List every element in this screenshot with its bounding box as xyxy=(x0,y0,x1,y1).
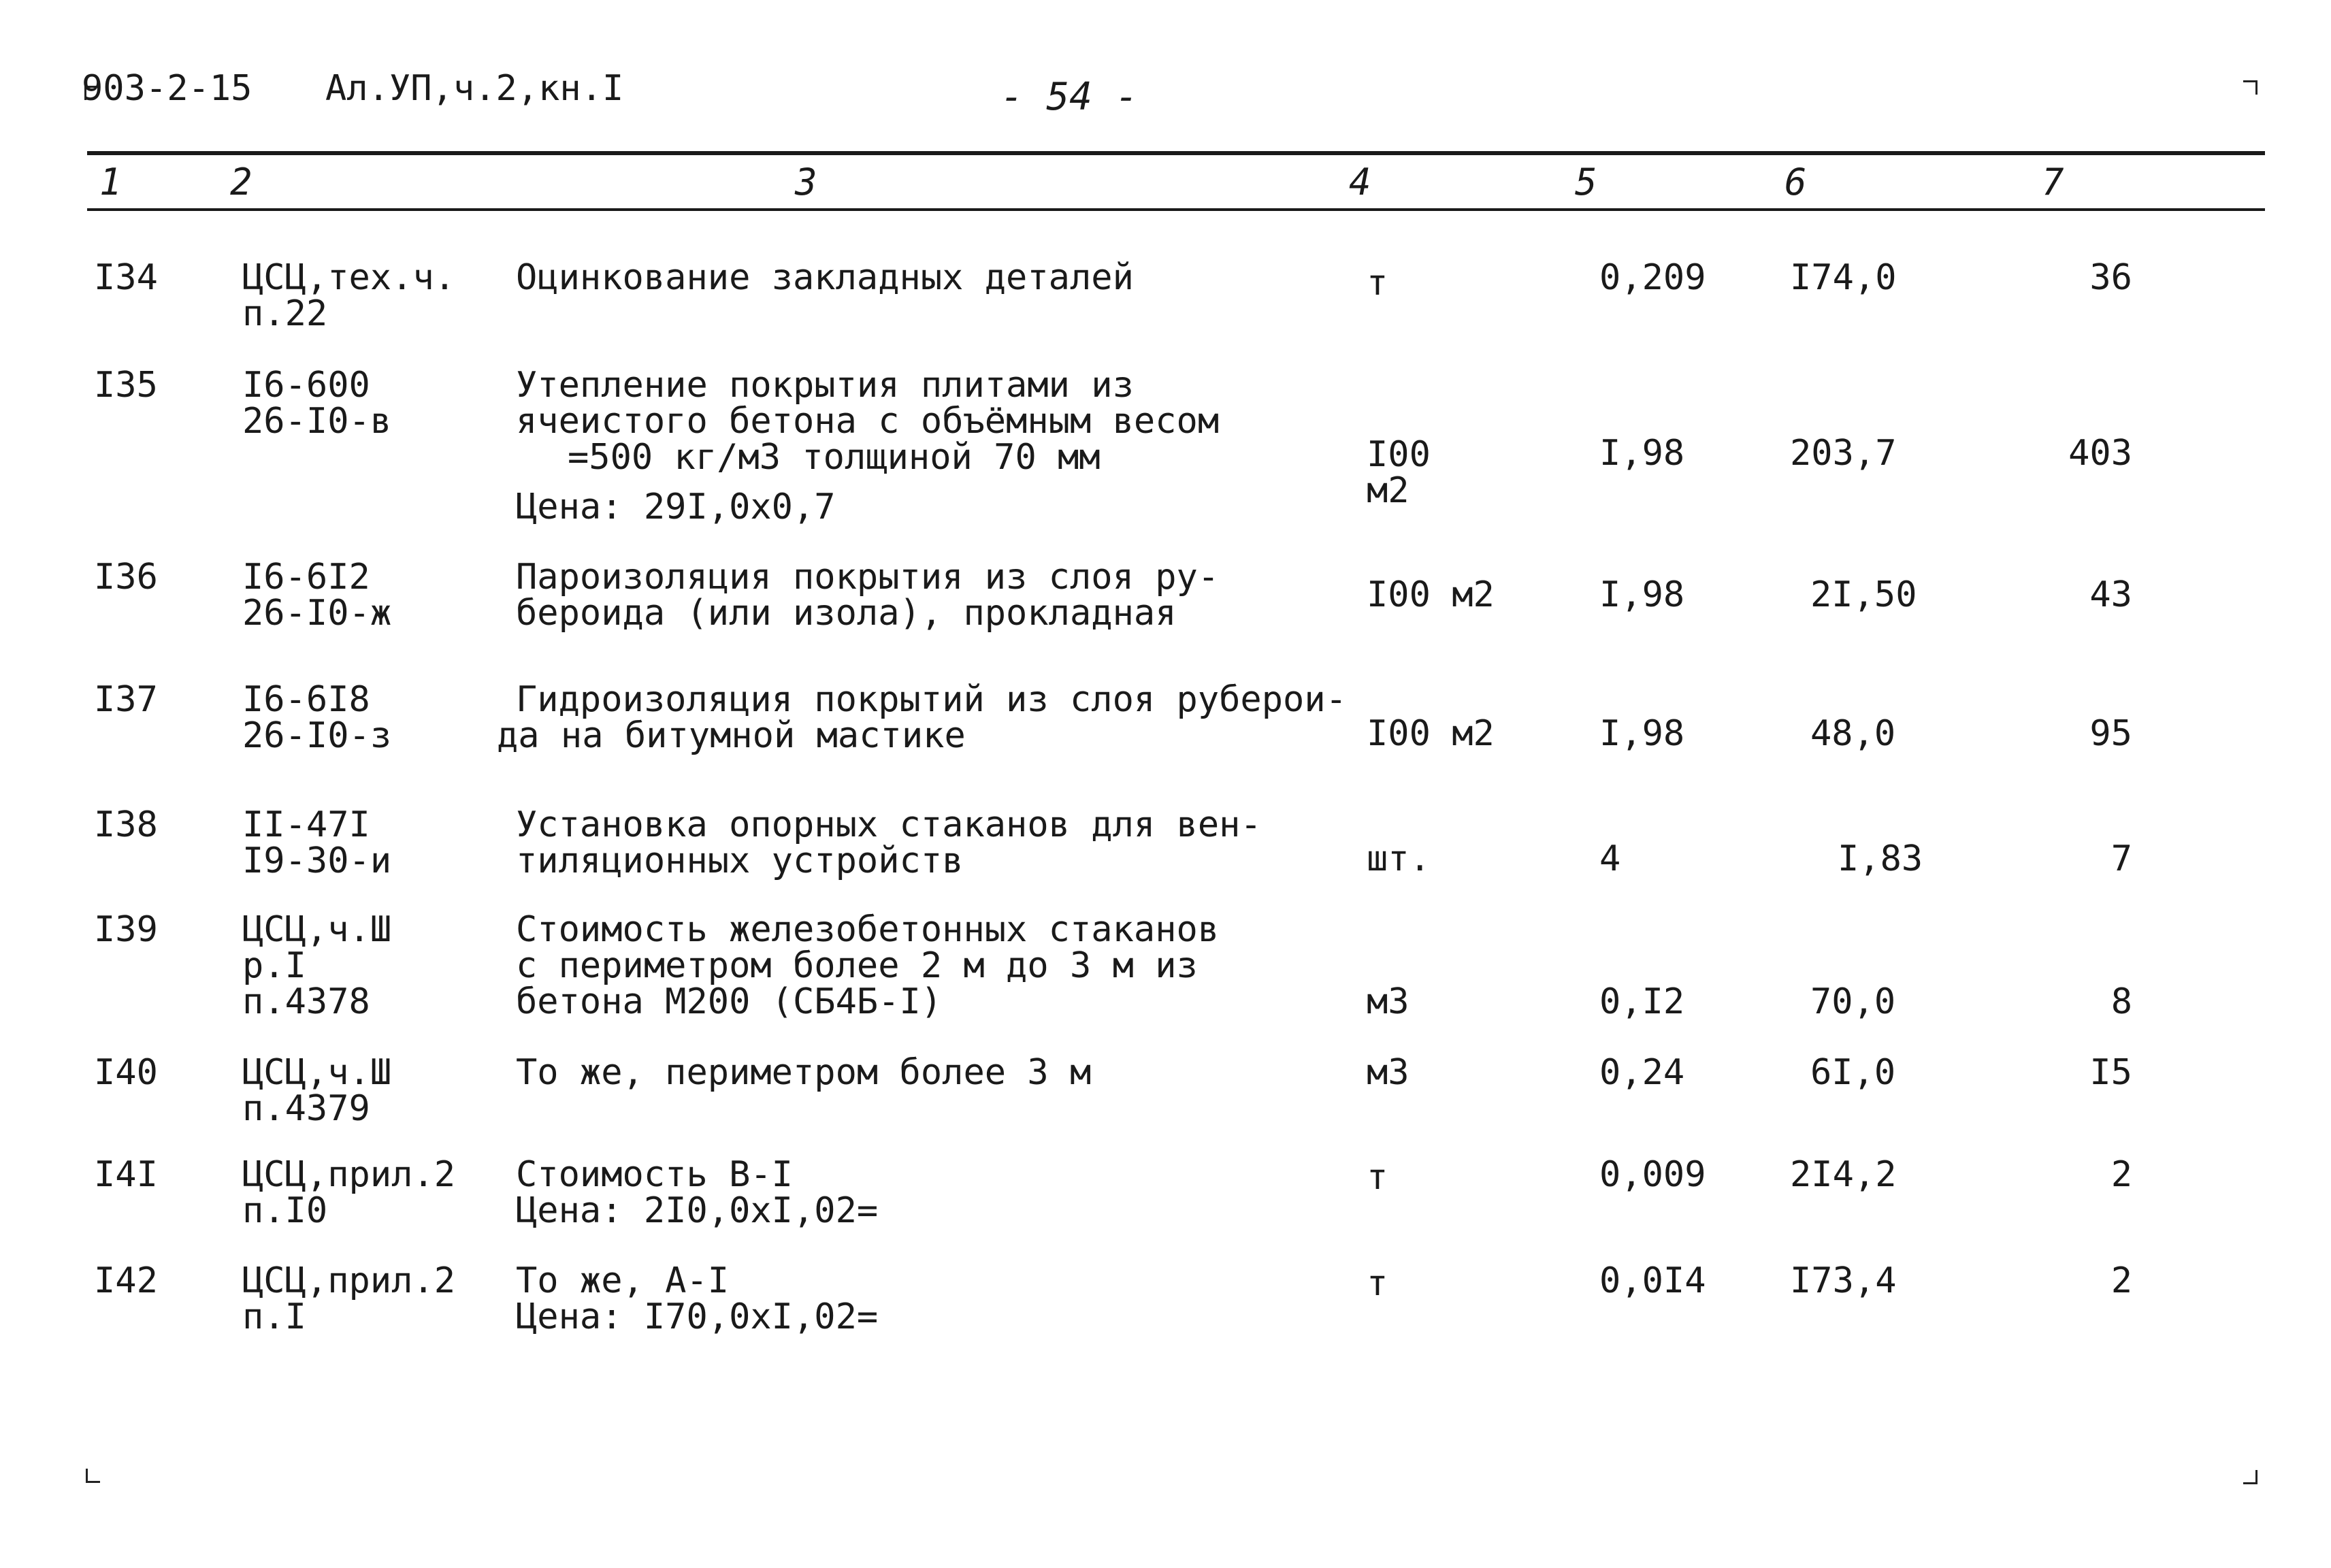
row-description: Стоимость В-I Цена: 2I0,0xI,02= xyxy=(516,1154,879,1231)
row-unit-price: I,83 xyxy=(1838,838,1923,879)
row-total: I5 xyxy=(2089,1052,2132,1093)
row-unit: т xyxy=(1367,1157,1388,1198)
row-reference: I6-600 26-I0-в xyxy=(242,365,392,442)
row-unit: м3 xyxy=(1367,981,1409,1022)
row-description: То же, А-I Цена: I70,0xI,02= xyxy=(516,1260,879,1337)
row-unit-price: 6I,0 xyxy=(1810,1052,1896,1093)
row-description: Гидроизоляция покрытий из слоя руберои- да на битумной мастике xyxy=(497,679,1347,756)
corner-mark-top-right xyxy=(2243,80,2257,95)
column-number-7: 7 xyxy=(2042,161,2064,203)
row-reference: I6-6I2 26-I0-ж xyxy=(242,557,392,634)
row-number: I37 xyxy=(94,679,158,720)
row-number: I36 xyxy=(94,557,158,598)
row-total: 36 xyxy=(2089,257,2132,298)
row-number: I38 xyxy=(94,804,158,845)
row-quantity: I,98 xyxy=(1599,433,1685,474)
row-reference: ЦСЦ,ч.Ш п.4379 xyxy=(242,1052,392,1129)
row-unit-price: I73,4 xyxy=(1790,1260,1897,1301)
row-reference: I6-6I8 26-I0-з xyxy=(242,679,392,756)
row-unit: I00 м2 xyxy=(1367,713,1495,754)
row-quantity: 0,I2 xyxy=(1599,981,1685,1022)
row-unit: т xyxy=(1367,1263,1388,1304)
album-reference: Ал.УП,ч.2,кн.I xyxy=(325,68,624,109)
row-total: 8 xyxy=(2110,981,2132,1022)
row-number: I39 xyxy=(94,909,158,950)
corner-mark-bottom-left xyxy=(86,1469,100,1483)
row-quantity: 0,009 xyxy=(1599,1154,1706,1195)
row-description: Пароизоляция покрытия из слоя ру- бероида (или изола), прокладная xyxy=(516,557,1220,634)
row-total: 403 xyxy=(2068,433,2132,474)
row-unit-price: 48,0 xyxy=(1810,713,1896,754)
page-number: - 54 - xyxy=(1000,75,1139,119)
row-quantity: 0,24 xyxy=(1599,1052,1685,1093)
row-quantity: 0,209 xyxy=(1599,257,1706,298)
row-unit: I00 м2 xyxy=(1367,574,1495,615)
row-total: 2 xyxy=(2110,1154,2132,1195)
row-unit: т xyxy=(1367,263,1388,304)
column-number-2: 2 xyxy=(230,161,252,203)
table-top-rule xyxy=(87,151,2265,155)
row-unit-price: 203,7 xyxy=(1790,433,1897,474)
row-description: То же, периметром более 3 м xyxy=(516,1052,1092,1093)
row-unit: I00 м2 xyxy=(1367,434,1431,511)
row-total: 95 xyxy=(2089,713,2132,754)
column-number-1: 1 xyxy=(99,161,122,203)
row-total: 43 xyxy=(2089,574,2132,615)
row-number: I42 xyxy=(94,1260,158,1301)
row-description: Установка опорных стаканов для вен- тиляционных устройств xyxy=(516,804,1262,881)
row-reference: ЦСЦ,прил.2 п.I xyxy=(242,1260,456,1337)
row-number: I4I xyxy=(94,1154,158,1195)
document-code: 903-2-15 xyxy=(82,68,252,109)
column-number-4: 4 xyxy=(1349,161,1371,203)
row-description: Стоимость железобетонных стаканов с периметром более 2 м до 3 м из бетона М200 (СБ4Б-I) xyxy=(516,909,1220,1022)
row-total: 7 xyxy=(2110,838,2132,879)
row-description: Утепление покрытия плитами из ячеистого бетона с объёмным весом =500 кг/м3 толщиной 70 мм Цена: 29I,0x0,7 xyxy=(516,365,1220,527)
table-header-rule xyxy=(87,208,2265,211)
row-unit: шт. xyxy=(1367,838,1431,879)
row-unit-price: 70,0 xyxy=(1810,981,1896,1022)
row-quantity: 4 xyxy=(1599,838,1621,879)
row-quantity: I,98 xyxy=(1599,574,1685,615)
row-reference: II-47I I9-30-и xyxy=(242,804,392,881)
row-unit: м3 xyxy=(1367,1052,1409,1093)
column-number-3: 3 xyxy=(795,161,817,203)
row-number: I35 xyxy=(94,365,158,406)
row-unit-price: 2I,50 xyxy=(1810,574,1917,615)
row-number: I40 xyxy=(94,1052,158,1093)
row-description: Оцинкование закладных деталей xyxy=(516,257,1134,298)
row-total: 2 xyxy=(2110,1260,2132,1301)
row-unit-price: I74,0 xyxy=(1790,257,1897,298)
row-reference: ЦСЦ,прил.2 п.I0 xyxy=(242,1154,456,1231)
row-quantity: I,98 xyxy=(1599,713,1685,754)
row-reference: ЦСЦ,ч.Ш р.I п.4378 xyxy=(242,909,392,1022)
corner-mark-bottom-right xyxy=(2243,1470,2257,1484)
row-unit-price: 2I4,2 xyxy=(1790,1154,1897,1195)
row-number: I34 xyxy=(94,257,158,298)
row-reference: ЦСЦ,тех.ч. п.22 xyxy=(242,257,456,334)
column-number-6: 6 xyxy=(1784,161,1807,203)
column-number-5: 5 xyxy=(1575,161,1597,203)
row-quantity: 0,0I4 xyxy=(1599,1260,1706,1301)
